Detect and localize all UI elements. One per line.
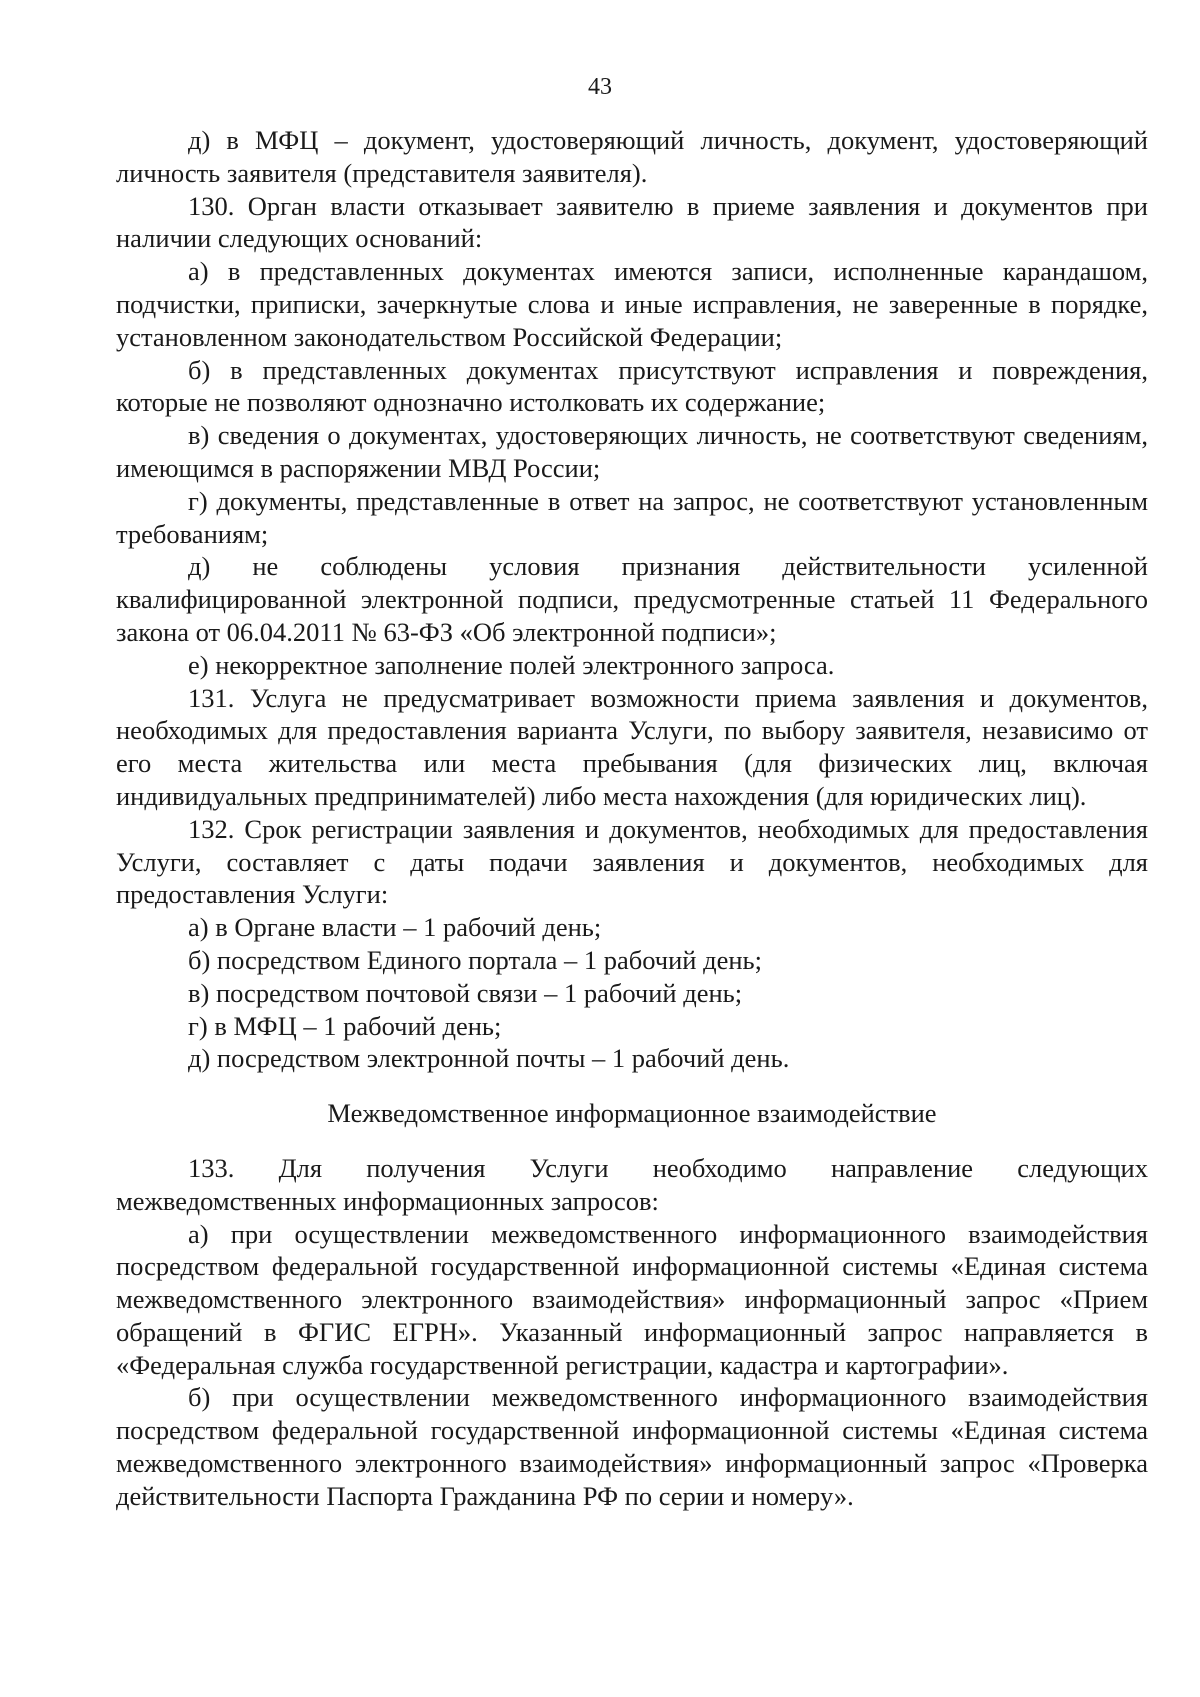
paragraph-133: 133. Для получения Услуги необходимо направление следующих межведомственных информационных запросов: (116, 1152, 1148, 1216)
document-body (116, 124, 1148, 1513)
paragraph-132-d: д) посредством электронной почты – 1 рабочий день. (188, 1043, 790, 1074)
paragraph-130-a: а) в представленных документах имеются записи, исполненные карандашом, подчистки, приписки, зачеркнутые слова и иные исправления, не заверенные в порядке, установленном законодательством Российской Федерации; (116, 256, 1148, 352)
paragraph-130-v: в) сведения о документах, удостоверяющих личность, не соответствуют сведениям, имеющимся в распоряжении МВД России; (116, 420, 1148, 483)
paragraph-133-b: б) при осуществлении межведомственного информационного взаимодействия посредством федеральной государственной информационной системы «Единая система межведомственного электронного взаимодействия» информационный запрос «Проверка действительности Паспорта Гражданина РФ по серии и номеру». (116, 1382, 1148, 1511)
section-heading: Межведомственное информационное взаимодействие (327, 1098, 937, 1129)
paragraph-133-a: а) при осуществлении межведомственного информационного взаимодействия посредством федеральной государственной информационной системы «Единая система межведомственного электронного взаимодействия» информационный запрос «Прием обращений в ФГИС ЕГРН». Указанный информационный запрос направляется в «Федеральная служба государственной регистрации, кадастра и картографии». (116, 1218, 1148, 1380)
paragraph-130-e: е) некорректное заполнение полей электронного запроса. (188, 649, 835, 680)
paragraph-item-d-mfc-documents: д) в МФЦ – документ, удостоверяющий личность, документ, удостоверяющий личность заявителя (представителя заявителя). (116, 125, 1148, 188)
paragraph-131: 131. Услуга не предусматривает возможности приема заявления и документов, необходимых для предоставления варианта Услуги, по выбору заявителя, независимо от его места жительства или места пребывания (для физических лиц, включая индивидуальных предпринимателей) либо места нахождения (для юридических лиц). (116, 682, 1148, 811)
paragraph-132-g: г) в МФЦ – 1 рабочий день; (188, 1010, 502, 1041)
paragraph-132-b: б) посредством Единого портала – 1 рабочий день; (188, 944, 762, 975)
paragraph-132-a: а) в Органе власти – 1 рабочий день; (188, 912, 602, 943)
paragraph-130-refusal-grounds: 130. Орган власти отказывает заявителю в приеме заявления и документов при наличии следующих оснований: (116, 190, 1148, 254)
paragraph-130-d: д) не соблюдены условия признания действительности усиленной квалифицированной электронной подписи, предусмотренные статьей 11 Федерального закона от 06.04.2011 № 63-ФЗ «Об электронной подписи»; (116, 551, 1148, 647)
paragraph-132: 132. Срок регистрации заявления и документов, необходимых для предоставления Услуги, составляет с даты подачи заявления и документов, необходимых для предоставления Услуги: (116, 813, 1148, 910)
paragraph-132-v: в) посредством почтовой связи – 1 рабочий день; (188, 977, 743, 1008)
paragraph-130-b: б) в представленных документах присутствуют исправления и повреждения, которые не позволяют однозначно истолковать их содержание; (116, 354, 1148, 418)
paragraph-130-g: г) документы, представленные в ответ на запрос, не соответствуют установленным требованиям; (116, 485, 1148, 549)
page-number: 43 (588, 74, 612, 100)
